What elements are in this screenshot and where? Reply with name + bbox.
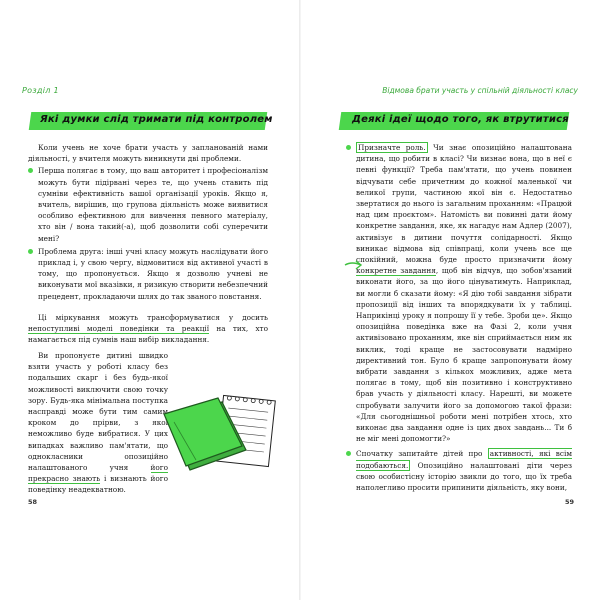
page-number: 59	[564, 498, 574, 506]
hand-drawn-arrow-icon	[344, 258, 364, 272]
bullet-dot	[28, 249, 33, 254]
chapter-label: Розділ 1	[22, 86, 59, 95]
highlighted-phrase: конкретне завдання	[356, 266, 436, 276]
intro-paragraph: Коли учень не хоче брати участь у запланованій нами діяльності, у вчителя можуть виникнути дві проблеми.	[28, 143, 268, 164]
boxed-phrase: Призначте роль.	[358, 143, 426, 152]
bullet-item	[28, 246, 268, 302]
paragraph: Ви пропонуєте дитині швидко взяти участь у роботі класу без подальших скарг і без будь-якої можливості виключити свою точку зору. Будь-яка мінімальна поступка насправді може бути тим самим кроком до прірви, з якої неможливо буде вибратися. У цих випадках важливо пам'ятати, що однокласники опозиційно налаштованого учня його прекрасно знають і визнають його поведінку неадекватною.	[28, 351, 168, 495]
right-heading: Деякі ідеї щодо того, як втрутитися	[352, 114, 569, 125]
running-head: Відмова брати участь у спільній діяльності класу	[382, 86, 578, 95]
right-body	[346, 142, 572, 495]
bullet-text: Проблема друга: інші учні класу можуть наслідувати його приклад і, у свою чергу, відмовитися від активної участі в тому, що пропонується. Якщо я дозволю учневі не виконувати мої вказівки, я ризикую створити небезпечний прецедент, прокладаючи шлях до так званого повстання.	[38, 246, 268, 301]
bullet-item: Призначте роль. Чи знає опозиційно налаштована дитина, що робити в класі? Чи визнає вона, що в неї є певні функції? Треба пам'ятати, що учень повинен відчувати себе причетним до кожної маленької чи великої групи, частиною якої він є. Недостатньо звертатися до нього із загальним проханням: «Працюй над цим проєктом». Натомість ви повинні дати йому конкретне завдання, яке, як нагадує нам Адлер (2007), активізує в дитини почуття солідарності. Якщо виникає відмова від співпраці, коли учень все ще спокійний, можна буде просто призначити йому конкретне завдання, щоб він відчув, що зобов'язаний виконати його, за що його цінуватимуть. Наприклад, ви могли б сказати йому: «Я дію тобі завдання зібрати пропозиції від інших та впорядкувати їх у таблиці. Наприкінці уроку я попрошу її у тебе. Зроби це». Якщо опозиційна поведінка вже на Фазі 2, коли учня активізовано проханням, яке він сприймається ним як виклик, тоді краще не застосовувати надмірно директивний тон. Було б краще запропонувати йому вибрати завдання з кількох можливих, адже мета полягає в тому, щоб він позитивно і конструктивно брав участь у діяльності класу. Нарешті, ви можете спробувати залучити його за допомогою такої фрази: «Для сьогоднішньої роботи мені потрібен хтось, хто виконає два завдання одне із цих двох завдань... Ти б не міг мені допомогти?»	[346, 142, 572, 444]
left-heading: Які думки слід тримати під контролем	[40, 114, 273, 125]
left-body	[28, 142, 268, 346]
bullet-item	[28, 165, 268, 243]
bullet-dot	[28, 168, 33, 173]
boxed-phrase: активності, які всім подобаються.	[356, 449, 573, 470]
page-number: 58	[28, 498, 38, 506]
bullet-text: Перша полягає в тому, що ваш авторитет і професіоналізм можуть бути підірвані через те, що учень ставить під сумніви ефективність вашої організації уроків. Якщо я, вчитель, вирішив, що групова діяльність може виявитися особливо ефективною для вивчення певного матеріалу, хто він / вона такий(-а), щоб дозволити собі суперечити мені?	[38, 166, 268, 243]
bullet-dot	[346, 451, 351, 456]
left-body-continued	[28, 350, 168, 497]
highlighted-phrase: його прекрасно знають	[28, 463, 168, 484]
folder-notebook-illustration	[160, 388, 278, 478]
paragraph: Ці міркування можуть трансформуватися у досить непоступливі моделі поведінки та реакції на тих, хто намагається під сумнів наш вибір викладання.	[28, 312, 268, 345]
bullet-item: Спочатку запитайте дітей про активності, які всім подобаються. Опозиційно налаштовані діти через свою особистісну історію звикли до того, що їх треба наполегливо просити припинити діяльність, яку вони,	[346, 448, 572, 493]
highlighted-phrase: непоступливі моделі поведінки та реакції	[28, 324, 210, 334]
bullet-dot	[346, 145, 351, 150]
right-page	[300, 0, 600, 600]
